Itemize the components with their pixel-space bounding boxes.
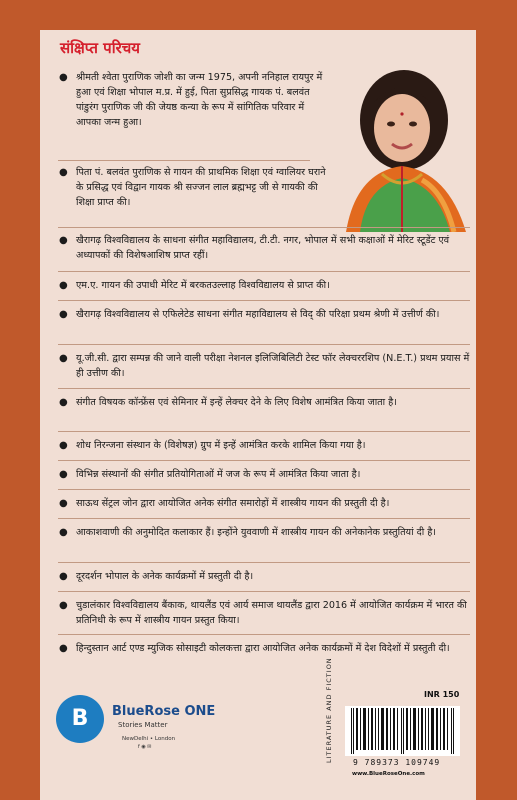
divider — [58, 344, 470, 345]
list-item: ● शोध निरन्जना संस्थान के (विशेषज्ञ) ग्रुप में इन्हें आमंत्रित करके शामिल किया गया है। — [58, 438, 470, 453]
divider — [58, 591, 470, 592]
list-item: ● हिन्दुस्तान आर्ट एण्ड म्युजिक सोसाइटी कोलकत्ता द्वारा आयोजित अनेक कार्यक्रमों में देश विदेशों में प्रस्तुती दी। — [58, 641, 470, 671]
isbn-number: 9 789373 109749 — [353, 758, 441, 767]
bluerose-logo-icon: B — [56, 695, 104, 743]
list-item: ● श्रीमती श्वेता पुराणिक जोशी का जन्म 1975, अपनी ननिहाल रायपुर में हुआ एवं शिक्षा भोपाल म.प्र. में हुई, पिता सुप्रसिद्ध गायक पं. बलवंत पांडुरंग पुराणिक जी की जेयष्ठ कन्या के रूप में सांगितिक परिवार में आपका जन्म हुआ। — [58, 70, 328, 160]
publisher-name: BlueRose ONE — [112, 704, 216, 719]
list-item: ● पिता पं. बलवंत पुराणिक से गायन की प्राथमिक शिक्षा एवं ग्वालियर घराने के प्रसिद्ध एवं विद्वान गायक श्री सज्जन लाल ब्रह्मभट्ट जी से गायकी की शिक्षा प्राप्त की। — [58, 165, 328, 227]
divider — [58, 388, 470, 389]
social-icons: f ◉ ✉ — [138, 744, 152, 750]
genre-text: LITERATURE AND FICTION — [325, 657, 333, 763]
divider — [58, 634, 470, 635]
list-item: ● खैरागढ़ विश्वविद्यालय से एफिलेटेड साधना संगीत महाविद्यालय से विद् की परिक्षा प्रथम श्रेणी में उत्तीर्ण की। — [58, 307, 470, 337]
list-item: ● खैरागढ़ विश्वविद्यालय के साधना संगीत महाविद्यालय, टी.टी. नगर, भोपाल में सभी कक्षाओं में मेरिट स्टूडेंट एवं अध्यापकों की विशेषआशिष प्राप्त रहीं। — [58, 233, 470, 263]
list-item: ● साऊथ सेंट्रल जोन द्वारा आयोजित अनेक संगीत समारोहों में शास्त्रीय गायन की प्रस्तुती दी है। — [58, 496, 470, 511]
divider — [58, 431, 470, 432]
divider — [58, 562, 470, 563]
list-item: ● संगीत विषयक कॉन्फ्रेंस एवं सेमिनार में इन्हें लेक्चर देने के लिए विशेष आमंत्रित किया जाता है। — [58, 395, 470, 425]
biography-list — [58, 70, 470, 671]
list-item: ● चुडालंकार विश्वविद्यालय बैंकाक, थायलैंड एवं आर्य समाज थायलैंड द्वारा 2016 में आयोजित कार्यक्रम में भारत की प्रतिनिधी के रूप में शास्त्रीय गायन प्रस्तुत किया। — [58, 598, 470, 628]
divider — [58, 227, 470, 228]
list-item: ● आकाशवाणी की अनुमोदित कलाकार हैं। इन्होंने युववाणी में शास्त्रीय गायन की अनेकानेक प्रस्तुतियां दी है। — [58, 525, 470, 555]
section-heading: संक्षिप्त परिचय — [60, 39, 140, 57]
price-label: INR 150 — [424, 690, 460, 699]
divider — [58, 460, 470, 461]
divider — [58, 518, 470, 519]
list-item: ● एम.ए. गायन की उपाधी मेरिट में बरकतउल्लाह विश्वविद्यालय से प्राप्त की। — [58, 278, 470, 293]
publisher-location: NewDelhi • London — [122, 736, 176, 742]
divider — [58, 489, 470, 490]
publisher-tagline: Stories Matter — [118, 721, 168, 729]
divider — [58, 300, 470, 301]
list-item: ● विभिन्न संस्थानों की संगीत प्रतियोगिताओं में जज के रूप में आमंत्रित किया जाता है। — [58, 467, 470, 482]
list-item: ● यू.जी.सी. द्वारा सम्पन्न की जाने वाली परीक्षा नेशनल इलिजिबिलिटी टेस्ट फॉर लेक्चररशिप (N.E.T.) प्रथम प्रयास में ही उत्तीण की। — [58, 351, 470, 381]
divider — [58, 160, 310, 161]
publisher-url: www.BlueRoseOne.com — [352, 771, 425, 777]
list-item: ● दूरदर्शन भोपाल के अनेक कार्यक्रमों में प्रस्तुती दी है। — [58, 569, 470, 584]
genre-label — [316, 657, 340, 764]
divider — [58, 271, 470, 272]
isbn-barcode — [345, 706, 460, 756]
publisher-logo — [56, 692, 216, 752]
